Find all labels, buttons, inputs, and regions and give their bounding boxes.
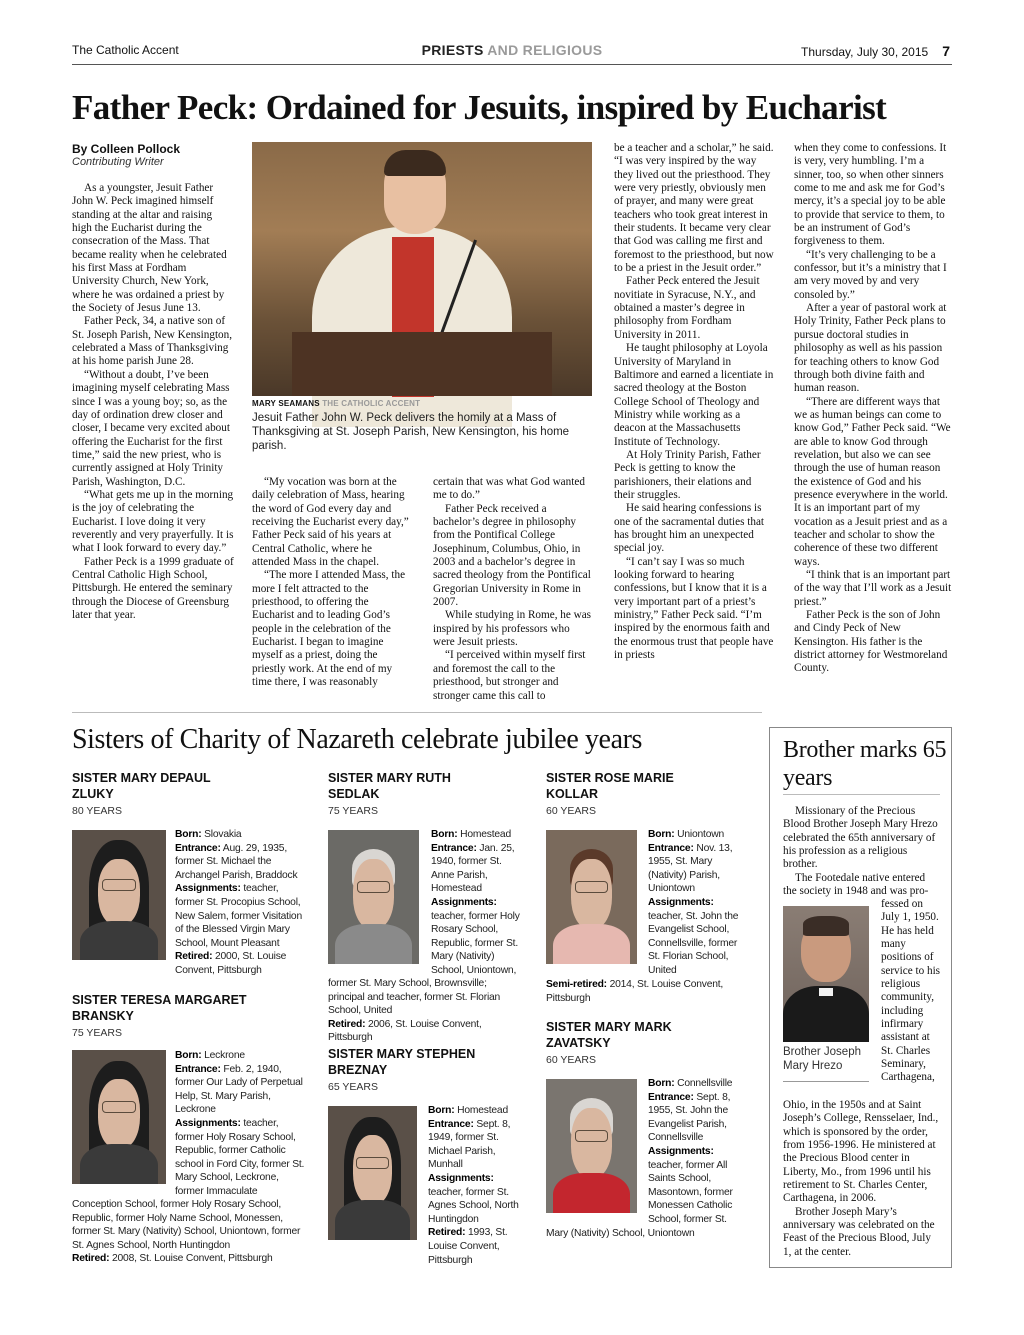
detail-value: Homestead [457,1105,508,1116]
paragraph: “What gets me up in the morning is the joy of celebrating the Eucharist. I love doing it very reverently and very prayerfully. It is what I look forward to every day.” [72,488,234,555]
detail-label: Assignments: [428,1172,494,1184]
article-column-1 [72,182,234,622]
detail-assignments [175,1117,307,1199]
photo-glasses [102,1101,136,1113]
paragraph: Father Peck entered the Jesuit novitiate in Syracuse, N.Y., and obtained a master’s degree in philosophy from Fordham University in 2011. [614,275,760,341]
sister-photo [546,830,637,964]
detail-assignments [648,896,742,978]
detail-label: Entrance: [648,1091,694,1103]
photo-hair [384,150,446,176]
detail-value: Jan. 25, 1940, former St. Anne Parish, Homestead [431,842,515,895]
brother-title: Brother marks 65 years [783,737,947,791]
detail-label: Born: [431,829,458,840]
detail-semi-retired [546,978,742,1005]
detail-value: Uniontown [677,829,724,840]
detail-born [428,1104,524,1118]
detail-value: Sept. 8, 1949, former St. Michael Parish, Munhall [428,1118,511,1171]
detail-value: 2008, St. Louise Convent, Pittsburgh [111,1253,273,1265]
photo-face [571,1108,611,1178]
detail-born [431,828,523,842]
paragraph: “Without a doubt, I’ve been imagining myself celebrating Mass since I was a young boy; so, as the day of ordination drew closer and closer, I became very excited about offering the Eucharist for the first time,” said the new priest, who is currently assigned at Holy Trinity Parish, Washington, D.C. [72,368,230,488]
paragraph: “My vocation was born at the daily celebration of Mass, hearing the word of God every day and receiving the Eucharist every day,” Father Peck said of his years at Central Catholic, where he attended Mass in the chapel. [252,476,409,569]
detail-label: Born: [648,829,675,840]
issue-date: Thursday, July 30, 2015 [801,45,929,59]
sister-details [175,1049,307,1199]
sister-details-continued [72,1198,307,1266]
detail-assignments [431,896,523,978]
sister-details-continued [328,977,524,1045]
detail-value: teacher, former Holy Rosary School, Republic, former St. Mary (Nativity) School, Uniontown, [431,910,520,976]
detail-value: teacher, former All Saints School, Masontown, former Monessen Catholic School, former St. [648,1159,733,1225]
sister-details-continued [546,978,742,1005]
detail-born [648,1077,742,1091]
photo-credit [252,399,420,408]
section-title-secondary: AND RELIGIOUS [487,42,603,58]
detail-retired [175,950,305,977]
detail-value: Connellsville [677,1078,733,1089]
detail-value: Feb. 2, 1940, former Our Lady of Perpetual Help, St. Mary Parish, Leckrone [175,1063,303,1116]
sister-details [175,828,305,978]
paragraph: “I think that is an important part of the way that I’ll work as a Jesuit priest.” [794,569,952,608]
paragraph: Father Peck is the son of John and Cindy Peck of New Kensington. His father is the district attorney for Westmoreland County. [794,609,948,675]
father-peck-photo [252,142,592,396]
detail-label: Retired: [428,1227,466,1239]
detail-value: 2006, St. Louise Convent, Pittsburgh [328,1018,482,1044]
detail-assignments-continued: former St. Mary School, Brownsville; principal and teacher, former St. Florian School, United [328,978,501,1017]
detail-value: 1993, St. Louise Convent, Pittsburgh [428,1227,508,1266]
photo-face [98,859,139,927]
photo-glasses [356,1157,388,1169]
photo-credit-org: THE CATHOLIC ACCENT [322,399,421,408]
paragraph: when they come to confessions. It is very, very humbling. I’m a sinner, too, so when other sinners come to me and ask me for God’s mercy, it’s a special joy to be able to provide that service to them, to be an instrument of God’s forgiveness to them. [794,142,947,248]
issue-info [801,43,950,59]
paragraph: be a teacher and a scholar,” he said. “I was very inspired by the way they lived out the priesthood. They were very priestly, obviously men of prayer, and many were great teachers who took great interest in their students. It became very clear that God was calling me first and foremost to the priesthood, but now to be a priest in the Jesuit order.” [614,142,774,275]
sister-name: SISTER MARY RUTH SEDLAK [328,771,451,801]
article-column-3 [433,476,593,703]
section-title-primary: PRIESTS [421,42,484,58]
photo-body [80,921,159,960]
paragraph: Father Peck, 34, a native son of St. Joseph Parish, New Kensington, celebrated a Mass of Thanksgiving at his home parish June 28. [72,315,233,368]
detail-entrance [648,842,742,896]
detail-label: Born: [175,1050,202,1061]
paragraph: The Footedale native entered the society in 1948 and was pro- [783,871,929,898]
paragraph: “It’s very challenging to be a confessor, but it’s a ministry that I am very moved by and very consoled by.” [794,248,947,301]
detail-label: Entrance: [175,842,221,854]
article-column-2 [252,476,412,690]
sisters-headline: Sisters of Charity of Nazareth celebrate jubilee years [72,724,643,755]
sister-details [431,828,523,978]
paragraph: As a youngster, Jesuit Father John W. Peck imagined himself standing at the altar and raising high the Eucharist during the consecration of the Mass. That became reality when he celebrated his first Mass at Fordham University Church, New York, where he was ordained a priest by the Society of Jesus June 13. [72,182,227,315]
detail-value: Sept. 8, 1955, St. John the Evangelist Parish, Connellsville [648,1091,731,1144]
detail-assignments-continued: Mary (Nativity) School, Uniontown [546,1228,695,1239]
detail-retired [328,1018,524,1045]
photo-body [80,1144,159,1184]
photo-glasses [575,881,608,893]
detail-value: 2014, St. Louise Convent, Pittsburgh [546,979,724,1004]
photo-body [335,1200,410,1240]
photo-body [553,924,629,964]
paragraph: certain that was what God wanted me to do.” [433,476,585,502]
photo-glasses [102,879,136,891]
detail-born [175,828,305,842]
photo-glasses [575,1130,608,1142]
paragraph: Ohio, in the 1950s and at Saint Joseph’s College, Rensselaer, Ind., which is sponsored by the order, from 1956-1996. He ministered at the Precious Blood center in Liberty, Mo., from 1996 until his retirement to St. Charles Center, Carthagena, in 2006. [783,1099,939,1205]
detail-entrance [648,1091,742,1145]
sister-details [648,1077,742,1227]
detail-value: teacher, former St. Procopius School, New Salem, former Visitation of the Blessed Virgin Mary School, Mount Pleasant [175,883,302,949]
paragraph: While studying in Rome, he was inspired by his professors who were Jesuit priests. [433,609,592,649]
jubilee-years: 75 YEARS [72,1027,123,1039]
paragraph: After a year of pastoral work at Holy Trinity, Father Peck plans to pursue doctoral studies in philosophy as well as his passion for teaching others to know God through both divine faith and human reason. [794,302,947,395]
publication-name: The Catholic Accent [72,43,179,57]
photo-face [353,1135,392,1205]
sister-name: SISTER TERESA MARGARET BRANSKY [72,993,247,1023]
photo-body [553,1173,629,1213]
detail-label: Retired: [175,951,213,963]
detail-label: Retired: [72,1253,110,1265]
byline-role: Contributing Writer [72,156,164,168]
brother-text-top [783,805,940,898]
detail-value: teacher, St. John the Evangelist School, Connellsville, former St. Florian School, United [648,910,739,976]
detail-label: Assignments: [648,896,714,908]
photo-pulpit [292,332,552,396]
detail-assignments [428,1172,524,1226]
detail-label: Assignments: [175,1117,241,1129]
sister-name: SISTER MARY DEPAUL ZLUKY [72,771,211,801]
detail-label: Entrance: [175,1063,221,1075]
detail-retired [428,1226,524,1267]
paragraph: Father Peck is a 1999 graduate of Central Catholic High School, Pittsburgh. He entered the seminary through the Diocese of Greensburg later that year. [72,555,234,621]
detail-label: Born: [648,1078,675,1089]
detail-value: Aug. 29, 1935, former St. Michael the Archangel Parish, Braddock [175,842,298,881]
detail-label: Entrance: [648,842,694,854]
header-rule [72,64,952,65]
detail-label: Assignments: [431,896,497,908]
sister-details-continued [546,1227,742,1241]
paragraph: He taught philosophy at Loyola University of Maryland in Baltimore and earned a licentiate in sacred theology at the Boston College School of Theology and Ministry while working as a deacon at the Massachusetts Institute of Technology. [614,342,774,448]
photo-body [335,924,411,964]
detail-entrance [431,842,523,896]
detail-assignments [648,1145,742,1227]
sister-details [648,828,742,978]
photo-face [353,859,393,929]
jubilee-years: 80 YEARS [72,805,123,817]
sister-photo [546,1079,637,1213]
detail-value: Leckrone [204,1050,245,1061]
detail-assignments [175,882,305,950]
detail-label: Assignments: [648,1145,714,1157]
brother-title-rule [783,794,940,795]
jubilee-years: 60 YEARS [546,1054,597,1066]
sister-photo [72,830,166,960]
detail-label: Retired: [328,1018,366,1030]
detail-label: Entrance: [428,1118,474,1130]
detail-entrance [428,1118,524,1172]
detail-label: Entrance: [431,842,477,854]
detail-value: 2000, St. Louise Convent, Pittsburgh [175,951,287,976]
caption-rule [783,1081,869,1082]
article-column-5 [794,142,954,676]
detail-born [175,1049,307,1063]
detail-value: teacher, former St. Agnes School, North Huntingdon [428,1186,519,1225]
byline: By Colleen Pollock [72,142,181,156]
article-headline: Father Peck: Ordained for Jesuits, inspired by Eucharist [72,88,887,127]
paragraph: Missionary of the Precious Blood Brother Joseph Mary Hrezo celebrated the 65th anniversary of his profession as a religious brother. [783,805,938,871]
detail-value: teacher, former Holy Rosary School, Republic, former Catholic school in Ford City, former St. Mary School, Leckrone, former Immaculate [175,1117,305,1197]
photo-hair [803,916,849,936]
sister-name: SISTER MARY STEPHEN BREZNAY [328,1047,476,1077]
photo-glasses [357,881,390,893]
jubilee-years: 75 YEARS [328,805,379,817]
jubilee-years: 65 YEARS [328,1081,379,1093]
section-divider [72,712,762,713]
paragraph: Father Peck received a bachelor’s degree in philosophy from the Pontifical College Josephinum, Columbus, Ohio, in 2003 and a bachelor’s degree in sacred theology from the Pontifical Gregorian University in Rome in 2007. [433,502,591,609]
paragraph: “I perceived within myself first and foremost the call to the priesthood, but stronger and stronger came this call to [433,649,586,702]
brother-photo [783,906,869,1042]
sister-photo [72,1050,166,1184]
photo-caption: Jesuit Father John W. Peck delivers the homily at a Mass of Thanksgiving at St. Joseph Parish, New Kensington, his home parish. [252,412,570,452]
paragraph: fessed on July 1, 1950. He has held many positions of service to his religious community, including infirmary assistant at St. Charles Seminary, Carthagena, [881,898,941,1084]
sister-name: SISTER MARY MARK ZAVATSKY [546,1020,672,1050]
detail-label: Semi-retired: [546,979,607,990]
sister-details [428,1104,524,1267]
photo-collar [819,988,833,996]
photo-face [98,1079,139,1149]
photo-face [571,859,611,929]
sister-name: SISTER ROSE MARIE KOLLAR [546,771,674,801]
detail-assignments-continued: Conception School, former Holy Rosary School, Republic, former Holy Name School, Monessen, former St. Mary (Nativity) School, Uniontown, former St. Agnes School, North Huntingdon [72,1199,301,1251]
detail-value: Homestead [460,829,511,840]
detail-born [648,828,742,842]
detail-entrance [175,842,305,883]
paragraph: He said hearing confessions is one of the sacramental duties that has brought him an unexpected special joy. [614,502,765,555]
detail-label: Born: [175,829,202,840]
detail-value: Nov. 13, 1955, St. Mary (Nativity) Parish, Uniontown [648,842,733,895]
detail-entrance [175,1063,307,1117]
brother-text-wrap [881,898,943,1085]
article-column-4 [614,142,774,662]
paragraph: At Holy Trinity Parish, Father Peck is getting to know the parishioners, their elations and their struggles. [614,448,761,501]
photo-credit-name: MARY SEAMANS [252,399,320,408]
paragraph: Brother Joseph Mary’s anniversary was celebrated on the Feast of the Precious Blood, July 1, at the center. [783,1205,935,1258]
brother-text-bottom [783,1099,940,1259]
brother-photo-caption: Brother Joseph Mary Hrezo [783,1046,861,1072]
paragraph: “The more I attended Mass, the more I felt attracted to the priesthood, to offering the Eucharist and to leading God’s people in the celebration of the Eucharist. I began to imagine myself as a priest, doing the priestly work. At the end of my time there, I was reasonably [252,569,406,689]
detail-label: Assignments: [175,883,241,895]
jubilee-years: 60 YEARS [546,805,597,817]
page-number: 7 [942,43,950,59]
detail-value: Slovakia [204,829,242,840]
detail-retired [72,1252,307,1266]
paragraph: “I can’t say I was so much looking forward to hearing confessions, but I know that it is a very important part of a priest’s ministry,” Father Peck said. “I’m inspired by the enormous faith and the enormous trust that people have in priests [614,555,774,662]
sister-photo [328,830,419,964]
sister-photo [328,1106,417,1240]
detail-label: Born: [428,1105,455,1116]
paragraph: “There are different ways that we as human beings can come to know God,” Father Peck said. “We are able to know God through revelation, but also we can see through the use of human reason the existence of God and his presence everywhere in the world. It is an important part of my vocation as a Jesuit priest and as a teacher and scholar to show the coherence of these two different ways. [794,395,951,568]
